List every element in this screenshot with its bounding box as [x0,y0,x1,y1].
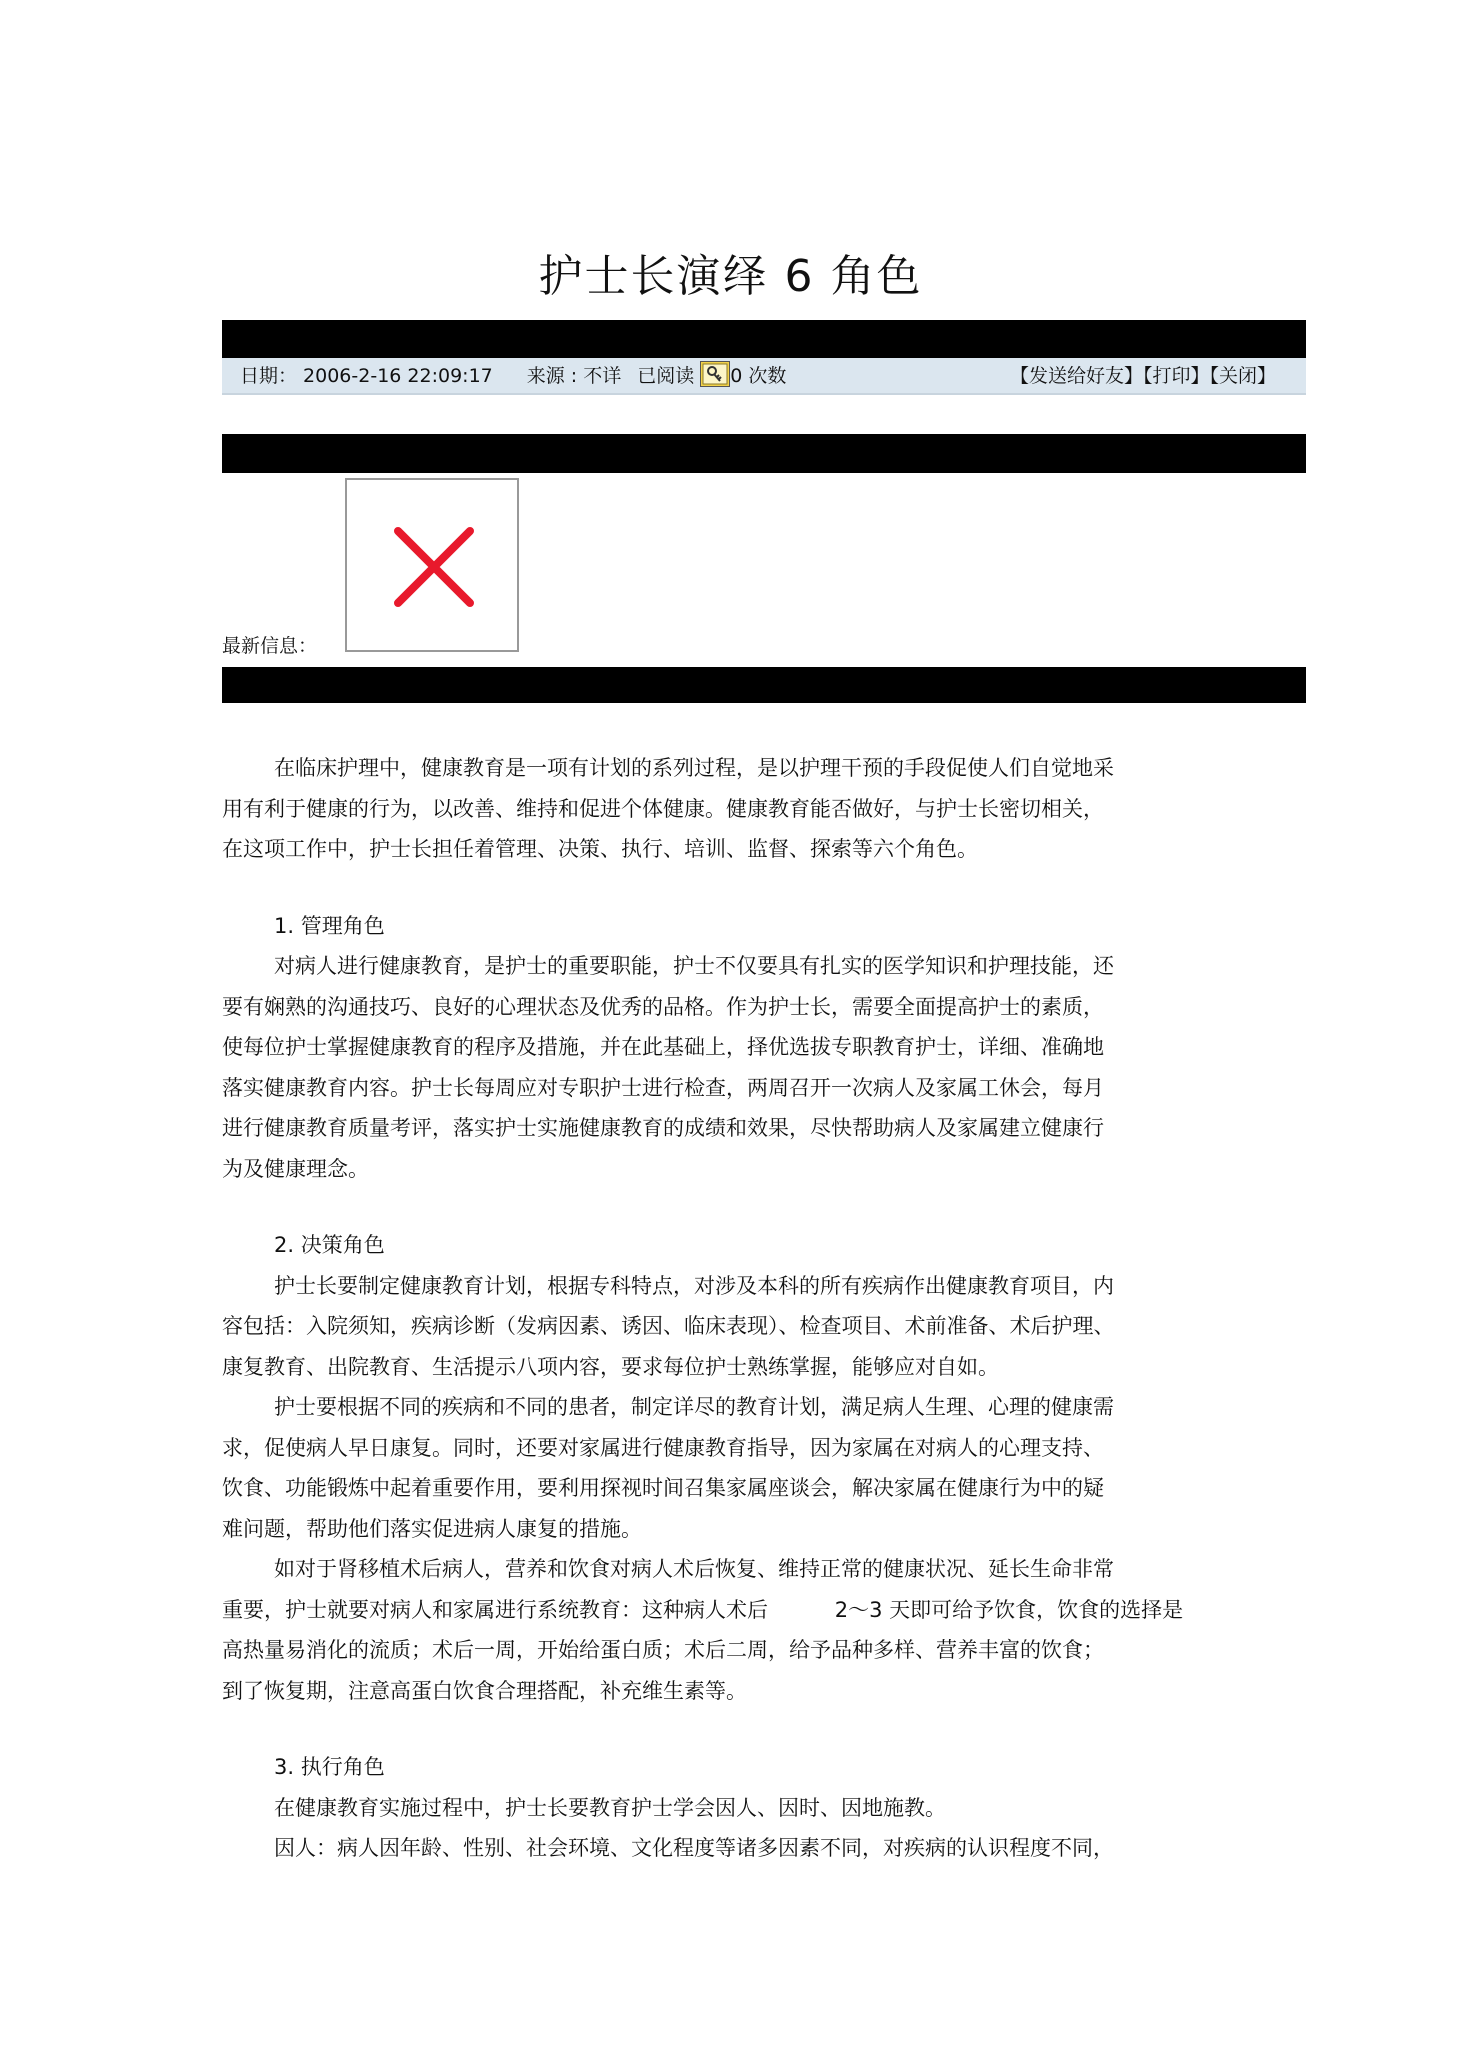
article-info-bar [222,358,1306,395]
header-bar-bottom [222,667,1306,703]
paragraph-line: 在这项工作中，护士长担任着管理、决策、执行、培训、监督、探索等六个角色。 [222,837,978,861]
article-title: 护士长演绎 6 角色 [538,251,923,302]
paragraph-line: 护士长要制定健康教育计划，根据专科特点，对涉及本科的所有疾病作出健康教育项目，内 [274,1273,1114,1298]
header-bar-middle [222,434,1306,473]
paragraph-line: 因人：病人因年龄、性别、社会环境、文化程度等诸多因素不同，对疾病的认识程度不同， [274,1836,1114,1860]
paragraph-line: 在临床护理中，健康教育是一项有计划的系列过程，是以护理干预的手段促使人们自觉地采 [274,756,1114,780]
broken-image-icon [392,525,476,609]
paragraph-line: 使每位护士掌握健康教育的程序及措施，并在此基础上，择优选拔专职教育护士，详细、准确地 [222,1035,1104,1059]
close-link[interactable]: 【关闭】 [1209,365,1276,387]
paragraph-line: 到了恢复期，注意高蛋白饮食合理搭配，补充维生素等。 [222,1678,747,1703]
paragraph-line: 难问题，帮助他们落实促进病人康复的措施。 [222,1516,642,1541]
read-label: 已阅读 [637,365,695,387]
article-source: 来源 : 不详 [526,365,622,387]
publish-date: 日期： 2006-2-16 22:09:17 [240,365,493,387]
paragraph-line: 为及健康理念。 [222,1156,369,1181]
paragraph-line: 重要，护士就要对病人和家属进行系统教育：这种病人术后 2～3 天即可给予饮食，饮食的选择是 [222,1597,1184,1622]
paragraph-line: 饮食、功能锻炼中起着重要作用，要利用探视时间召集家属座谈会，解决家属在健康行为中的疑 [222,1476,1104,1500]
paragraph-line: 护士要根据不同的疾病和不同的患者，制定详尽的教育计划，满足病人生理、心理的健康需 [274,1395,1114,1419]
key-icon [700,361,730,387]
paragraph-line: 进行健康教育质量考评，落实护士实施健康教育的成绩和效果，尽快帮助病人及家属建立健康行 [222,1116,1104,1140]
section-heading: 1. 管理角色 [274,913,385,938]
header-bar-top [222,320,1306,358]
paragraph-line: 康复教育、出院教育、生活提示八项内容，要求每位护士熟练掌握，能够应对自如。 [222,1354,999,1379]
paragraph-line: 在健康教育实施过程中，护士长要教育护士学会因人、因时、因地施教。 [274,1795,946,1820]
paragraph-line: 要有娴熟的沟通技巧、良好的心理状态及优秀的品格。作为护士长，需要全面提高护士的素质， [222,994,1104,1019]
article-body [222,748,1322,1869]
read-count: 0 [730,365,743,387]
section-heading: 2. 决策角色 [274,1233,385,1257]
paragraph-line: 对病人进行健康教育，是护士的重要职能，护士不仅要具有扎实的医学知识和护理技能，还 [274,954,1114,978]
broken-image-placeholder [345,478,519,652]
paragraph-line: 容包括：入院须知，疾病诊断（发病因素、诱因、临床表现）、检查项目、术前准备、术后护理、 [222,1314,1115,1338]
paragraph-line: 落实健康教育内容。护士长每周应对专职护士进行检查，两周召开一次病人及家属工休会，每月 [222,1075,1104,1100]
paragraph-line: 用有利于健康的行为，以改善、维持和促进个体健康。健康教育能否做好，与护士长密切相关， [222,796,1104,821]
article-meta [240,358,786,395]
section-heading: 3. 执行角色 [274,1755,385,1779]
paragraph-line: 求，促使病人早日康复。同时，还要对家属进行健康教育指导，因为家属在对病人的心理支持、 [222,1435,1104,1460]
article-actions [1010,358,1276,395]
print-link[interactable]: 【打印】 [1142,365,1210,387]
paragraph-line: 高热量易消化的流质；术后一周，开始给蛋白质；术后二周，给予品种多样、营养丰富的饮食； [222,1638,1104,1662]
latest-info-label: 最新信息： [222,635,318,657]
paragraph-line: 如对于肾移植术后病人，营养和饮食对病人术后恢复、维持正常的健康状况、延长生命非常 [274,1557,1114,1581]
send-to-friend-link[interactable]: 【发送给好友】 [1009,365,1143,387]
read-suffix: 次数 [748,365,787,387]
